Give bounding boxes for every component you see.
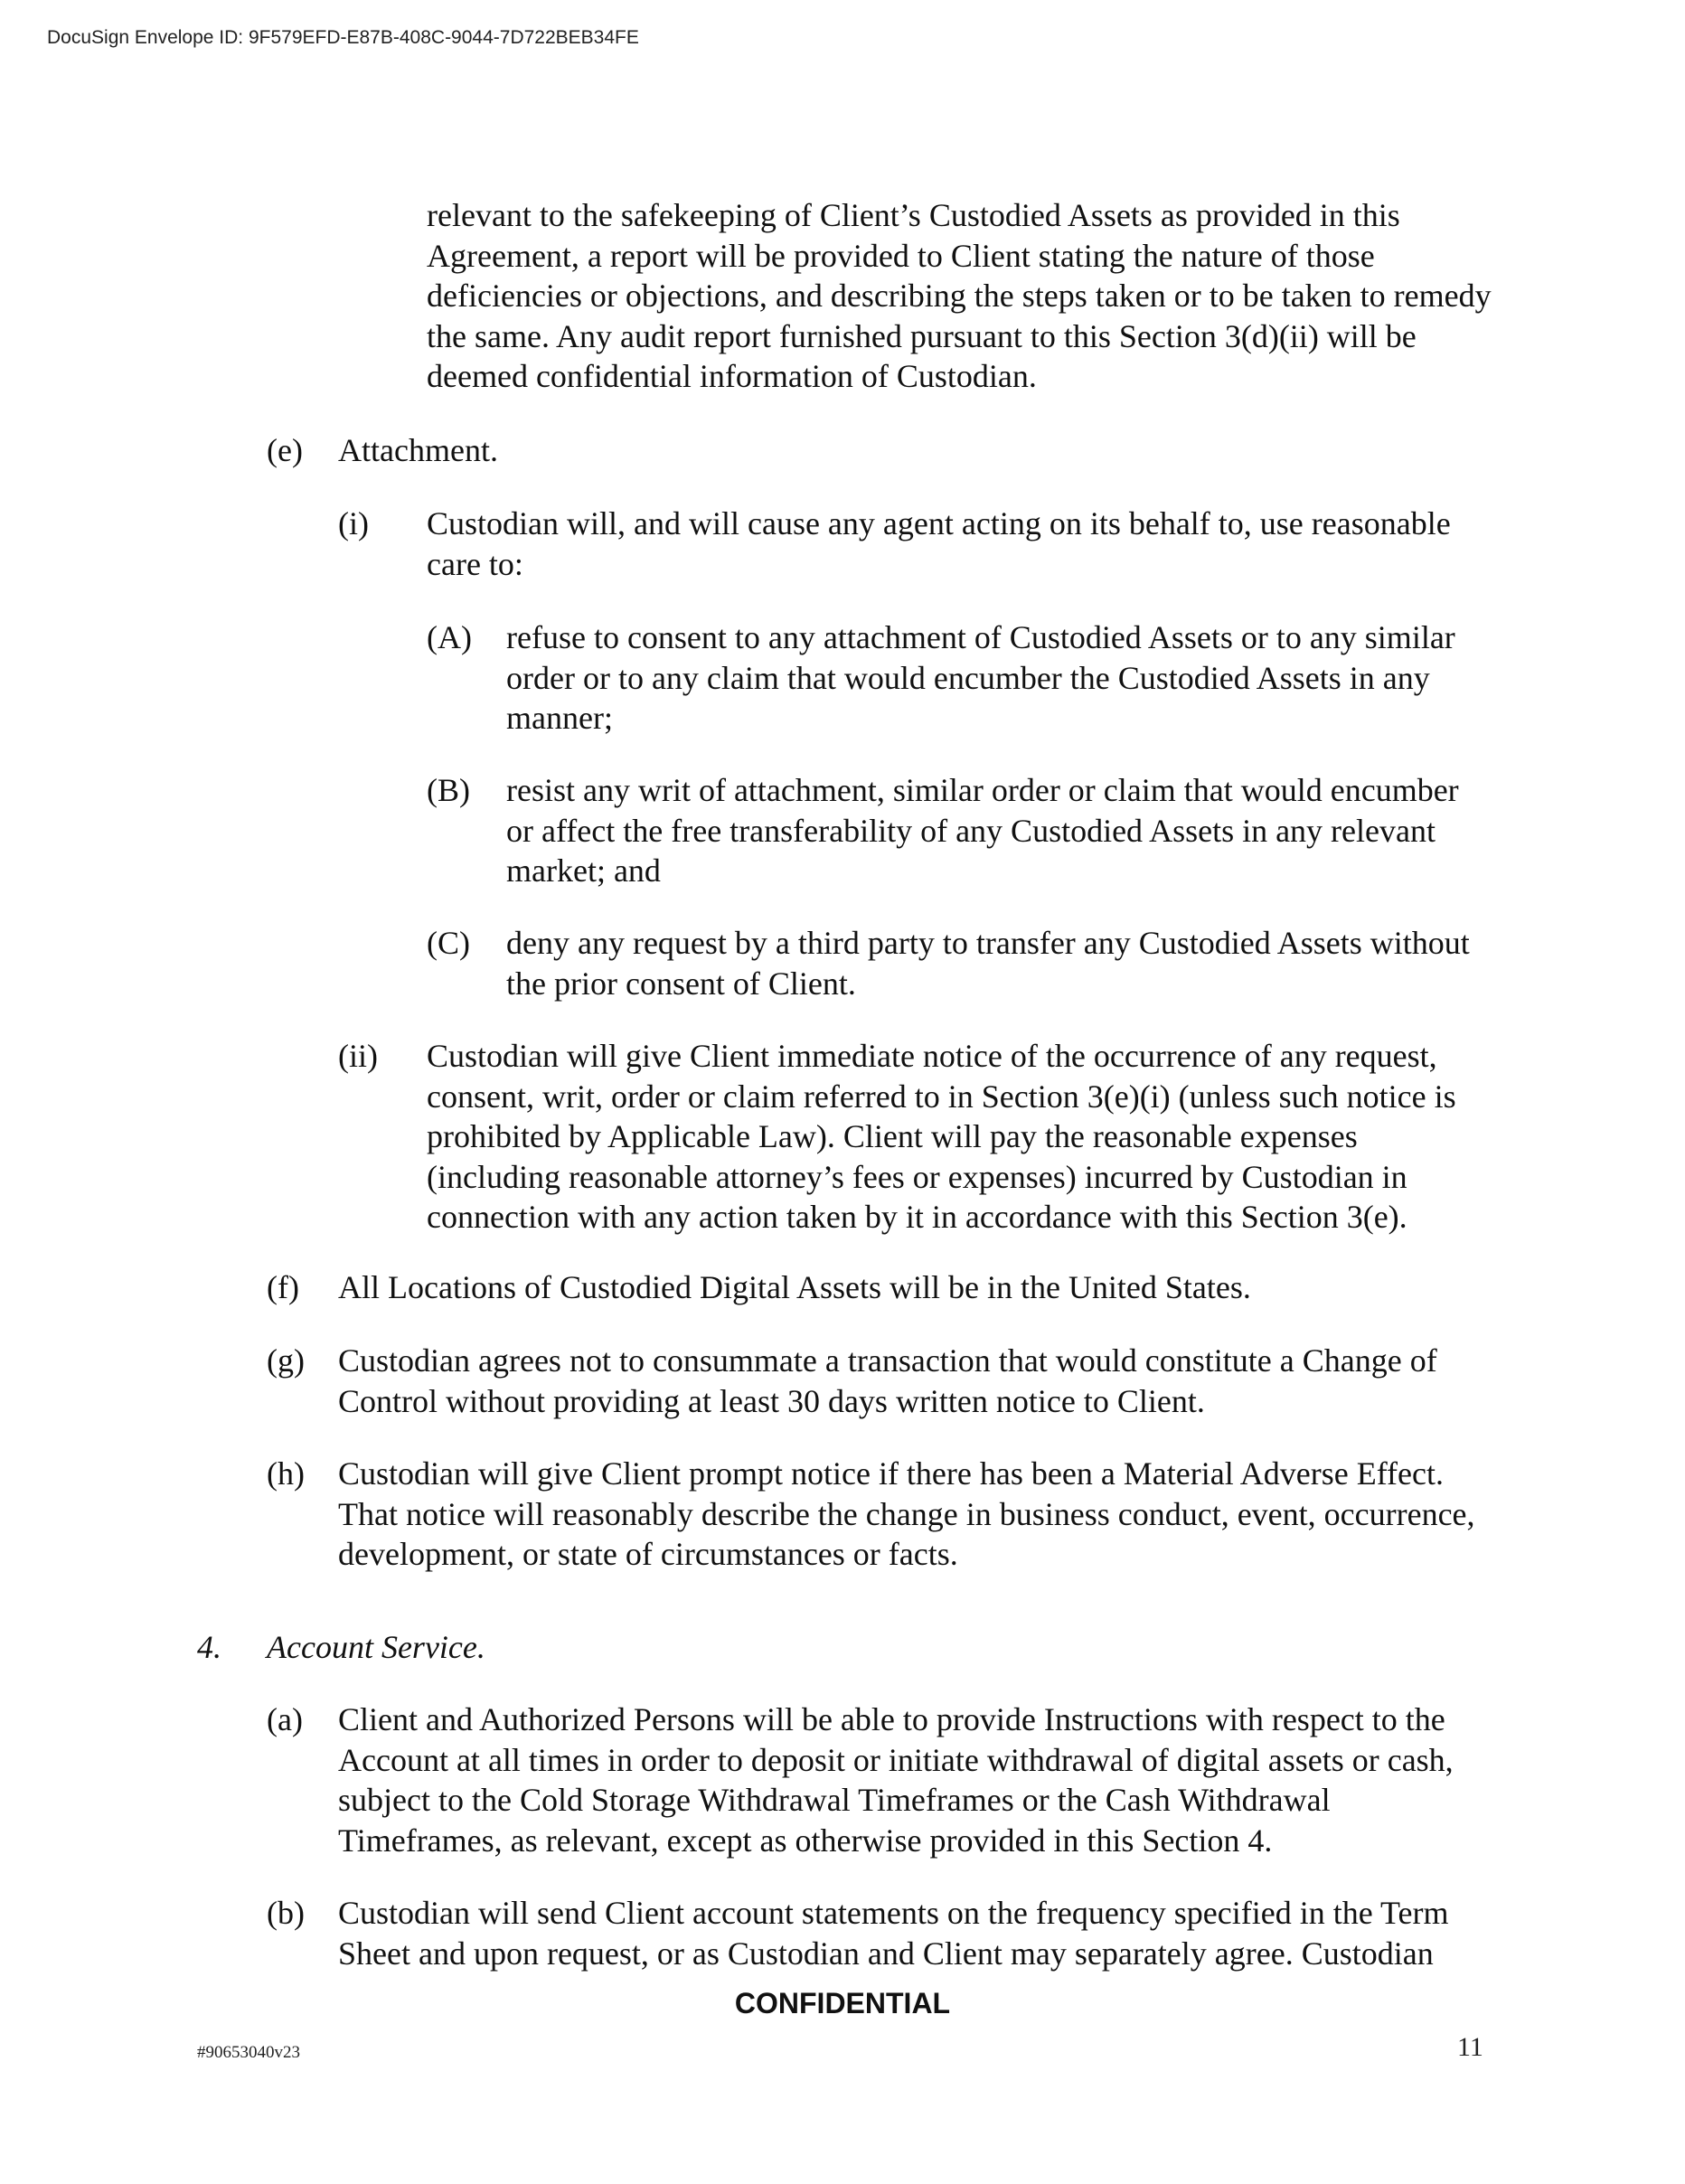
section-3e-i-C-text: deny any request by a third party to transfer any Custodied Assets without the prior consent of Client. [506, 925, 1470, 1002]
section-3e-i-C-label: (C) [427, 925, 470, 961]
section-4b-text: Custodian will send Client account statements on the frequency specified in the Term Sheet and upon request, or as Custodian and Client may separately agree. Custodian [338, 1895, 1449, 1972]
section-3e-ii-text: Custodian will give Client immediate notice of the occurrence of any request, consent, writ, order or claim referred to in Section 3(e)(i) (unless such notice is prohibited by Applicable Law). Client will pay the reasonable expenses (including reasonable attorney’s fees or expenses) incurred by Custodian in connection with any action taken by it in accordance with this Section 3(e). [427, 1038, 1456, 1235]
section-4-title: Account Service. [267, 1629, 485, 1665]
section-3e-i-B-label: (B) [427, 772, 470, 808]
section-3e-ii-label: (ii) [338, 1038, 378, 1074]
section-3e-i-text: Custodian will, and will cause any agent acting on its behalf to, use reasonable care to: [427, 505, 1451, 582]
section-3d-ii-continuation: relevant to the safekeeping of Client’s Custodied Assets as provided in this Agreement, a report will be provided to Client stating the nature of those deficiencies or objections, and describing the steps taken or to be taken to remedy the same. Any audit report furnished pursuant to this Section 3(d)(ii) will be deemed confidential information of Custodian. [427, 197, 1492, 394]
section-3g-text: Custodian agrees not to consummate a transaction that would constitute a Change of Control without providing at least 30 days written notice to Client. [338, 1342, 1437, 1419]
section-3f-label: (f) [267, 1269, 299, 1305]
section-3g-label: (g) [267, 1342, 305, 1379]
section-3f-text: All Locations of Custodied Digital Assets will be in the United States. [338, 1269, 1251, 1305]
section-3e-i-A-label: (A) [427, 619, 472, 655]
page-number: 11 [1457, 2032, 1483, 2062]
section-3e-title: Attachment. [338, 432, 498, 468]
document-id: #90653040v23 [197, 2043, 300, 2062]
section-4b-label: (b) [267, 1895, 305, 1931]
section-4a-text: Client and Authorized Persons will be able to provide Instructions with respect to the Account at all times in order to deposit or initiate withdrawal of digital assets or cash, subject to the Cold Storage Withdrawal Timeframes or the Cash Withdrawal Timeframes, as relevant, except as otherwise provided in this Section 4. [338, 1701, 1454, 1859]
section-3e-i-A-text: refuse to consent to any attachment of Custodied Assets or to any similar order or to any claim that would encumber the Custodied Assets in any manner; [506, 619, 1455, 736]
confidential-footer: CONFIDENTIAL [734, 1987, 951, 2019]
section-3e-i-label: (i) [338, 505, 369, 541]
section-3h-text: Custodian will give Client prompt notice if there has been a Material Adverse Effect. That notice will reasonably describe the change in business conduct, event, occurrence, development, or state of circumstances or facts. [338, 1455, 1475, 1572]
section-3e-label: (e) [267, 432, 303, 468]
section-3h-label: (h) [267, 1455, 305, 1492]
docusign-envelope-id: DocuSign Envelope ID: 9F579EFD-E87B-408C-9044-7D722BEB34FE [47, 27, 639, 48]
section-4a-label: (a) [267, 1701, 303, 1737]
section-4-number: 4. [197, 1629, 221, 1665]
section-3e-i-B-text: resist any writ of attachment, similar order or claim that would encumber or affect the free transferability of any Custodied Assets in any relevant market; and [506, 772, 1459, 889]
